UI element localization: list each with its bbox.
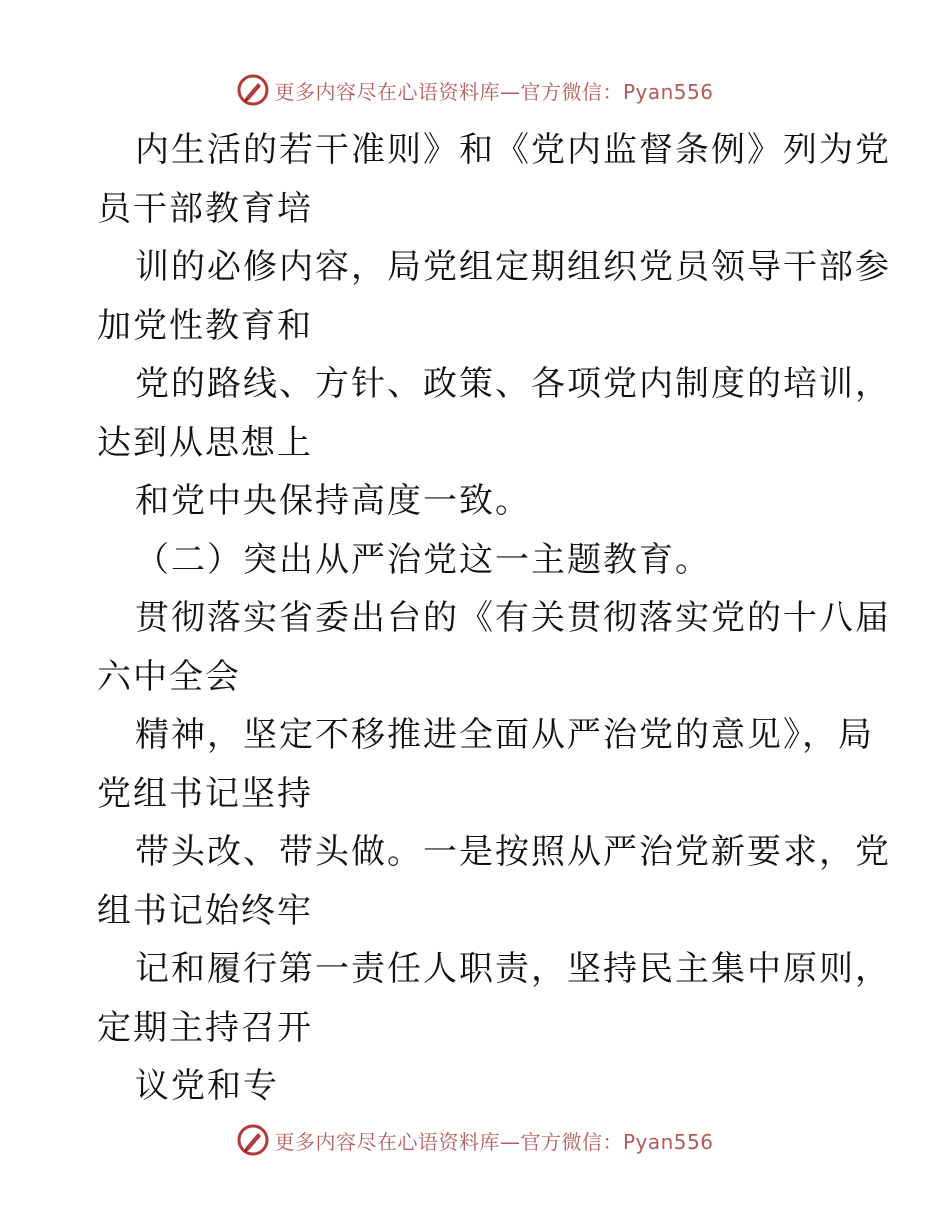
footer-watermark-text: 更多内容尽在心语资料库—官方微信：Pyan556 (274, 1129, 714, 1154)
text-line: 训的必修内容，局党组定期组织党员领导干部参 (135, 247, 891, 287)
text-line: 精神，坚定不移推进全面从严治党的意见》，局 (135, 715, 874, 755)
document-body (97, 121, 891, 1116)
pen-logo-icon (236, 73, 270, 107)
text-line: 达到从思想上 (97, 422, 313, 463)
footer-watermark (0, 1120, 950, 1160)
text-line: 记和履行第一责任人职责，坚持民主集中原则， (135, 949, 891, 989)
pen-logo-icon (236, 1123, 270, 1157)
text-line: 和党中央保持高度一致。 (135, 481, 531, 521)
text-line: 员干部教育培 (97, 188, 313, 229)
text-line: 加党性教育和 (97, 305, 313, 346)
text-line: 定期主持召开 (97, 1007, 313, 1048)
text-line: 带头改、带头做。一是按照从严治党新要求，党 (135, 832, 891, 872)
text-line: 贯彻落实省委出台的《有关贯彻落实党的十八届 (135, 598, 891, 638)
text-line: 内生活的若干准则》和《党内监督条例》列为党 (135, 130, 891, 170)
header-watermark-text: 更多内容尽在心语资料库—官方微信：Pyan556 (274, 79, 714, 104)
text-line: 党组书记坚持 (97, 773, 313, 814)
text-line: 六中全会 (97, 656, 241, 697)
text-line: 组书记始终牢 (97, 890, 313, 931)
section-heading: （二）突出从严治党这一主题教育。 (135, 539, 711, 580)
header-watermark (0, 70, 950, 110)
text-line: 党的路线、方针、政策、各项党内制度的培训， (135, 364, 891, 404)
text-line: 议党和专 (135, 1066, 279, 1106)
